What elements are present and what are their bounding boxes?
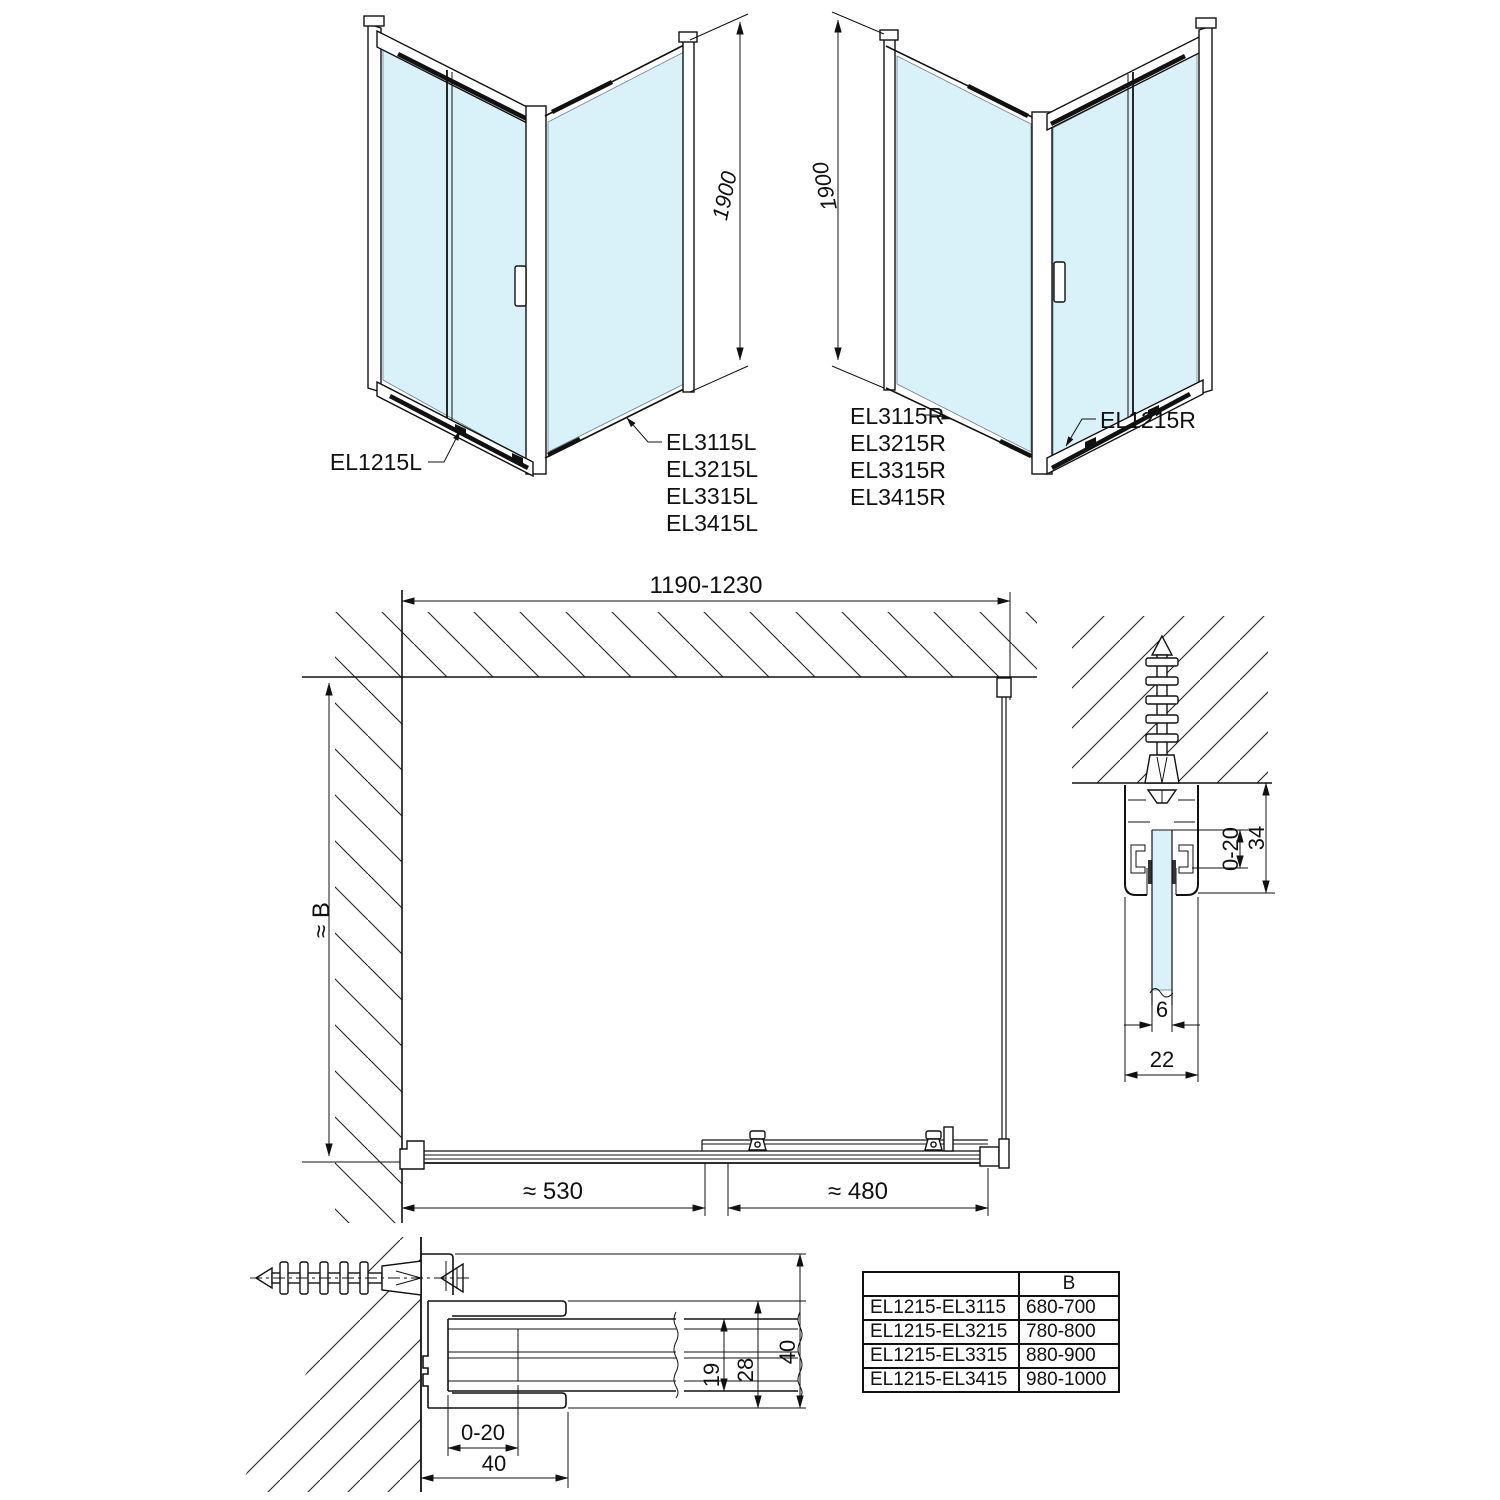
door-handle-icon — [515, 266, 526, 306]
corner-entry-left-view — [330, 14, 758, 536]
left-stile — [368, 24, 381, 392]
leader — [627, 418, 662, 442]
dim-profile-depth: 34 — [1244, 825, 1269, 851]
right-stile — [1199, 26, 1212, 394]
table-row — [863, 1296, 1119, 1320]
corner-entry-right-view — [807, 12, 1216, 510]
table-row — [863, 1368, 1119, 1392]
b-cell: 980-1000 — [1019, 1368, 1119, 1392]
right-stile-cap — [1196, 18, 1216, 28]
door-stile-section — [448, 1312, 802, 1398]
glass-thickness-dimension — [1124, 997, 1200, 1032]
model-cell: EL1215-EL3215 — [863, 1320, 1019, 1344]
table-header-b: B — [1019, 1272, 1119, 1296]
side-panel-stile-cap — [679, 32, 697, 42]
corner-post — [1032, 112, 1052, 474]
wall-profile-section-detail — [1072, 616, 1275, 1082]
dim-width: 1190-1230 — [649, 572, 763, 599]
break-line — [674, 1312, 678, 1398]
height-dimension — [807, 12, 884, 388]
dim-tube: 19 — [699, 1362, 724, 1388]
corner-post-plan — [999, 1139, 1009, 1168]
side-panel-stile — [884, 38, 895, 390]
dim-door-segment: ≈ 480 — [828, 1178, 888, 1205]
dim-frame: 28 — [733, 1357, 758, 1383]
depth-dimension — [775, 1254, 800, 1408]
door-profile-section-detail — [246, 1237, 806, 1492]
side-panel-stile — [683, 40, 694, 392]
bottom-rail-plan — [424, 1151, 980, 1163]
dim-glass: 6 — [1155, 997, 1169, 1022]
fixed-segment-dimension — [402, 1163, 705, 1216]
dim-adjust: 0-20 — [1218, 826, 1243, 872]
side-panel-glass — [548, 52, 684, 452]
door-label-left: EL1215L — [329, 449, 422, 475]
tube-dimension — [699, 1319, 724, 1391]
sliding-door-plan — [702, 1127, 988, 1151]
panel-label-left-1: EL3115L — [666, 429, 757, 455]
panel-label-left-2: EL3215L — [666, 456, 759, 482]
door-label-right: EL1215R — [1100, 407, 1196, 433]
panel-label-left-4: EL3415L — [666, 510, 759, 536]
dim-depth: ≈ B — [308, 902, 335, 938]
panel-label-right-4: EL3415R — [850, 484, 946, 510]
dim-height-right: 1900 — [807, 159, 842, 213]
table-header-empty — [863, 1272, 1019, 1296]
model-cell: EL1215-EL3415 — [863, 1368, 1019, 1392]
adjust-dimension — [1172, 827, 1248, 871]
corner-block — [980, 1147, 999, 1166]
plan-view — [302, 572, 1037, 1223]
screw-icon — [1148, 790, 1176, 803]
model-cell: EL1215-EL3115 — [863, 1296, 1019, 1320]
b-cell: 880-900 — [1019, 1344, 1119, 1368]
door-segment-dimension — [728, 1163, 988, 1216]
side-panel-glass — [897, 56, 1031, 452]
frame-dimension — [733, 1301, 758, 1408]
side-panel-stile-cap — [880, 30, 898, 40]
panel-label-left-3: EL3315L — [666, 483, 759, 509]
adjust-dimension — [448, 1385, 518, 1456]
glass-panel-section — [1150, 830, 1173, 1005]
dim-adjust: 0-20 — [460, 1420, 506, 1445]
roller-clamp — [749, 1131, 766, 1150]
b-cell: 780-800 — [1019, 1320, 1119, 1344]
panel-label-right-1: EL3115R — [850, 403, 945, 429]
roller-clamp — [925, 1131, 942, 1150]
panel-label-right-2: EL3215R — [850, 430, 946, 456]
dim-profile-width: 22 — [1149, 1047, 1175, 1072]
size-table — [862, 1271, 1120, 1393]
dim-fixed-segment: ≈ 530 — [523, 1178, 583, 1205]
height-dimension — [690, 14, 748, 392]
b-cell: 680-700 — [1019, 1296, 1119, 1320]
dim-depth: 40 — [775, 1339, 800, 1365]
corner-post — [526, 106, 546, 474]
left-stile-cap — [364, 16, 384, 26]
door-handle-icon — [1054, 262, 1065, 302]
panel-label-right-3: EL3315R — [850, 457, 946, 483]
wall-profile-block — [400, 1141, 424, 1169]
model-cell: EL1215-EL3315 — [863, 1344, 1019, 1368]
ceiling-bracket — [997, 678, 1011, 697]
table-header-row — [863, 1272, 1119, 1296]
door-end-tab — [944, 1127, 953, 1151]
dim-profile-width: 40 — [481, 1451, 507, 1476]
dim-height-left: 1900 — [707, 169, 742, 223]
table-row — [863, 1320, 1119, 1344]
table-row — [863, 1344, 1119, 1368]
